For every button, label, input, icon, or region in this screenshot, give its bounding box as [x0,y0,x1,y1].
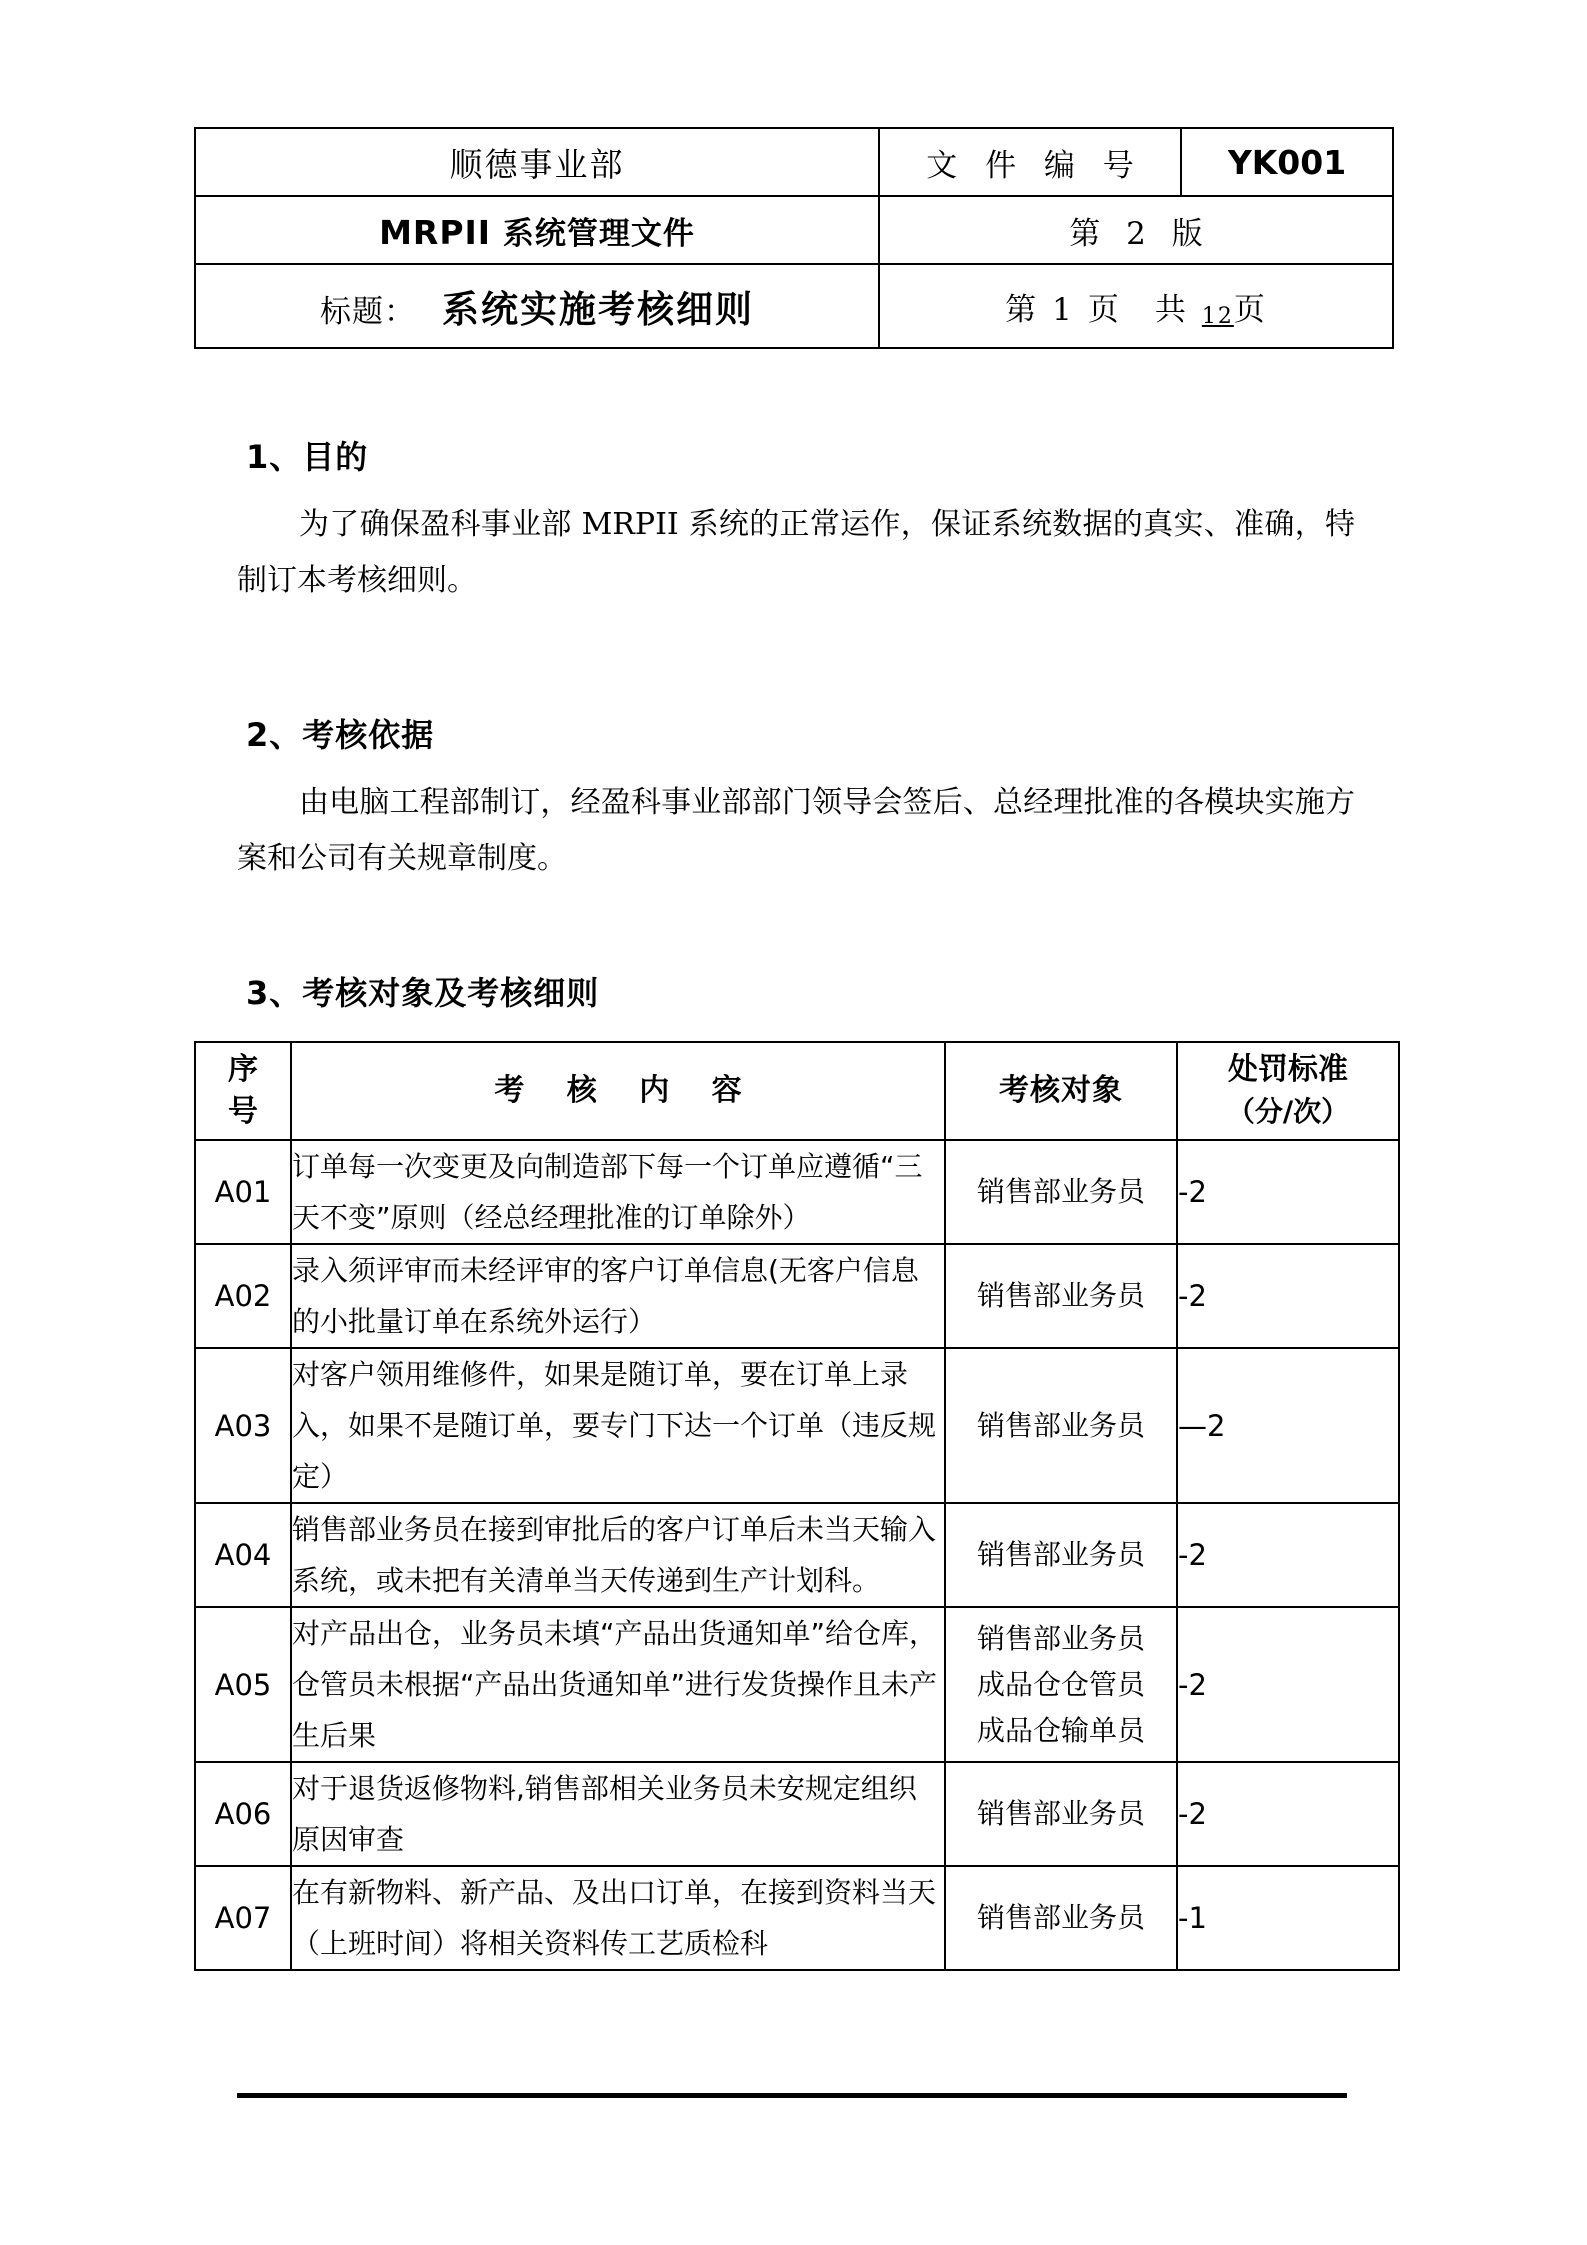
section-heading-scope: 3、考核对象及考核细则 [246,974,600,1012]
assessment-table [194,1041,1400,1971]
header-title-label: 标题： [320,294,416,330]
header-doc-no-value: YK001 [1181,128,1393,196]
header-doc-no-label: 文 件 编 号 [879,128,1181,196]
table-row [195,1762,1399,1866]
table-header-row [195,1042,1399,1140]
row-target [945,1762,1177,1866]
row-content: 录入须评审而未经评审的客户订单信息(无客户信息的小批量订单在系统外运行） [291,1244,945,1348]
row-target-line: 销售部业务员 [976,1797,1145,1830]
row-content: 订单每一次变更及向制造部下每一个订单应遵循“三天不变”原则（经总经理批准的订单除外） [291,1140,945,1244]
row-target [945,1607,1177,1762]
row-penalty: -1 [1177,1866,1399,1970]
row-target-line: 成品仓仓管员 [976,1667,1145,1701]
column-header-sequence-line1: 序 [228,1052,258,1087]
table-row [195,1140,1399,1244]
row-penalty: -2 [1177,1762,1399,1866]
section-body-purpose: 为了确保盈科事业部 MRPII 系统的正常运作，保证系统数据的真实、准确，特制订本考核细则。 [237,507,1355,598]
document-header-table [194,127,1394,349]
column-header-target: 考核对象 [945,1042,1177,1140]
footer-divider [237,2093,1347,2098]
row-sequence: A04 [195,1503,291,1607]
page-total-unit: 页 [1233,291,1267,328]
section-heading-purpose: 1、目的 [246,438,369,476]
column-header-penalty [1177,1042,1399,1140]
column-header-sequence-line2: 号 [228,1094,258,1129]
row-penalty: —2 [1177,1348,1399,1503]
table-row [195,264,1393,348]
page-unit: 页 [1087,291,1121,328]
table-row [195,1348,1399,1503]
row-target-line: 销售部业务员 [976,1538,1145,1571]
column-header-content: 考 核 内 容 [291,1042,945,1140]
column-header-penalty-line1: 处罚标准 [1228,1052,1348,1087]
row-penalty: -2 [1177,1140,1399,1244]
page-total-prefix: 共 [1154,291,1188,328]
row-content: 对产品出仓，业务员未填“产品出货通知单”给仓库，仓管员未根据“产品出货通知单”进行发货操作且未产生后果 [291,1607,945,1762]
column-header-sequence [195,1042,291,1140]
row-sequence: A06 [195,1762,291,1866]
header-organization: 顺德事业部 [195,128,879,196]
row-penalty: -2 [1177,1607,1399,1762]
header-system-doc-bold: MRPII [379,212,492,252]
row-target [945,1244,1177,1348]
page-current: 1 [1052,291,1074,328]
page-prefix: 第 [1005,291,1039,328]
assessment-table-body [195,1140,1399,1970]
table-row [195,1866,1399,1970]
page-total: 12 [1201,303,1234,329]
row-penalty: -2 [1177,1503,1399,1607]
row-target [945,1866,1177,1970]
row-target [945,1348,1177,1503]
row-penalty: -2 [1177,1244,1399,1348]
section-body-basis: 由电脑工程部制订，经盈科事业部部门领导会签后、总经理批准的各模块实施方案和公司有关规章制度。 [237,785,1355,876]
table-row [195,1607,1399,1762]
table-row [195,128,1393,196]
row-sequence: A01 [195,1140,291,1244]
row-target-line: 销售部业务员 [976,1901,1145,1934]
row-sequence: A05 [195,1607,291,1762]
row-content: 销售部业务员在接到审批后的客户订单后未当天输入系统，或未把有关清单当天传递到生产计划科。 [291,1503,945,1607]
section-heading-basis: 2、考核依据 [246,716,435,754]
row-target [945,1140,1177,1244]
row-target-line: 销售部业务员 [976,1279,1145,1312]
row-target [945,1503,1177,1607]
column-header-penalty-line2: （分/次） [1226,1095,1350,1128]
header-system-doc-rest: 系统管理文件 [491,215,695,252]
header-title-cell [195,264,879,348]
row-target-line: 销售部业务员 [976,1175,1145,1208]
header-version: 第 2 版 [879,196,1393,264]
header-title-value: 系统实施考核细则 [442,287,754,331]
row-sequence: A03 [195,1348,291,1503]
row-sequence: A07 [195,1866,291,1970]
row-content: 在有新物料、新产品、及出口订单，在接到资料当天（上班时间）将相关资料传工艺质检科 [291,1866,945,1970]
table-row [195,1244,1399,1348]
header-system-doc [195,196,879,264]
row-target-line: 销售部业务员 [976,1408,1145,1442]
table-row [195,1503,1399,1607]
row-target-line: 成品仓输单员 [976,1713,1145,1747]
header-pagination [879,264,1393,348]
row-sequence: A02 [195,1244,291,1348]
row-target-line: 销售部业务员 [976,1621,1145,1655]
table-row [195,196,1393,264]
row-content: 对客户领用维修件，如果是随订单，要在订单上录入，如果不是随订单，要专门下达一个订单（违反规定） [291,1348,945,1503]
row-content: 对于退货返修物料,销售部相关业务员未安规定组织原因审查 [291,1762,945,1866]
